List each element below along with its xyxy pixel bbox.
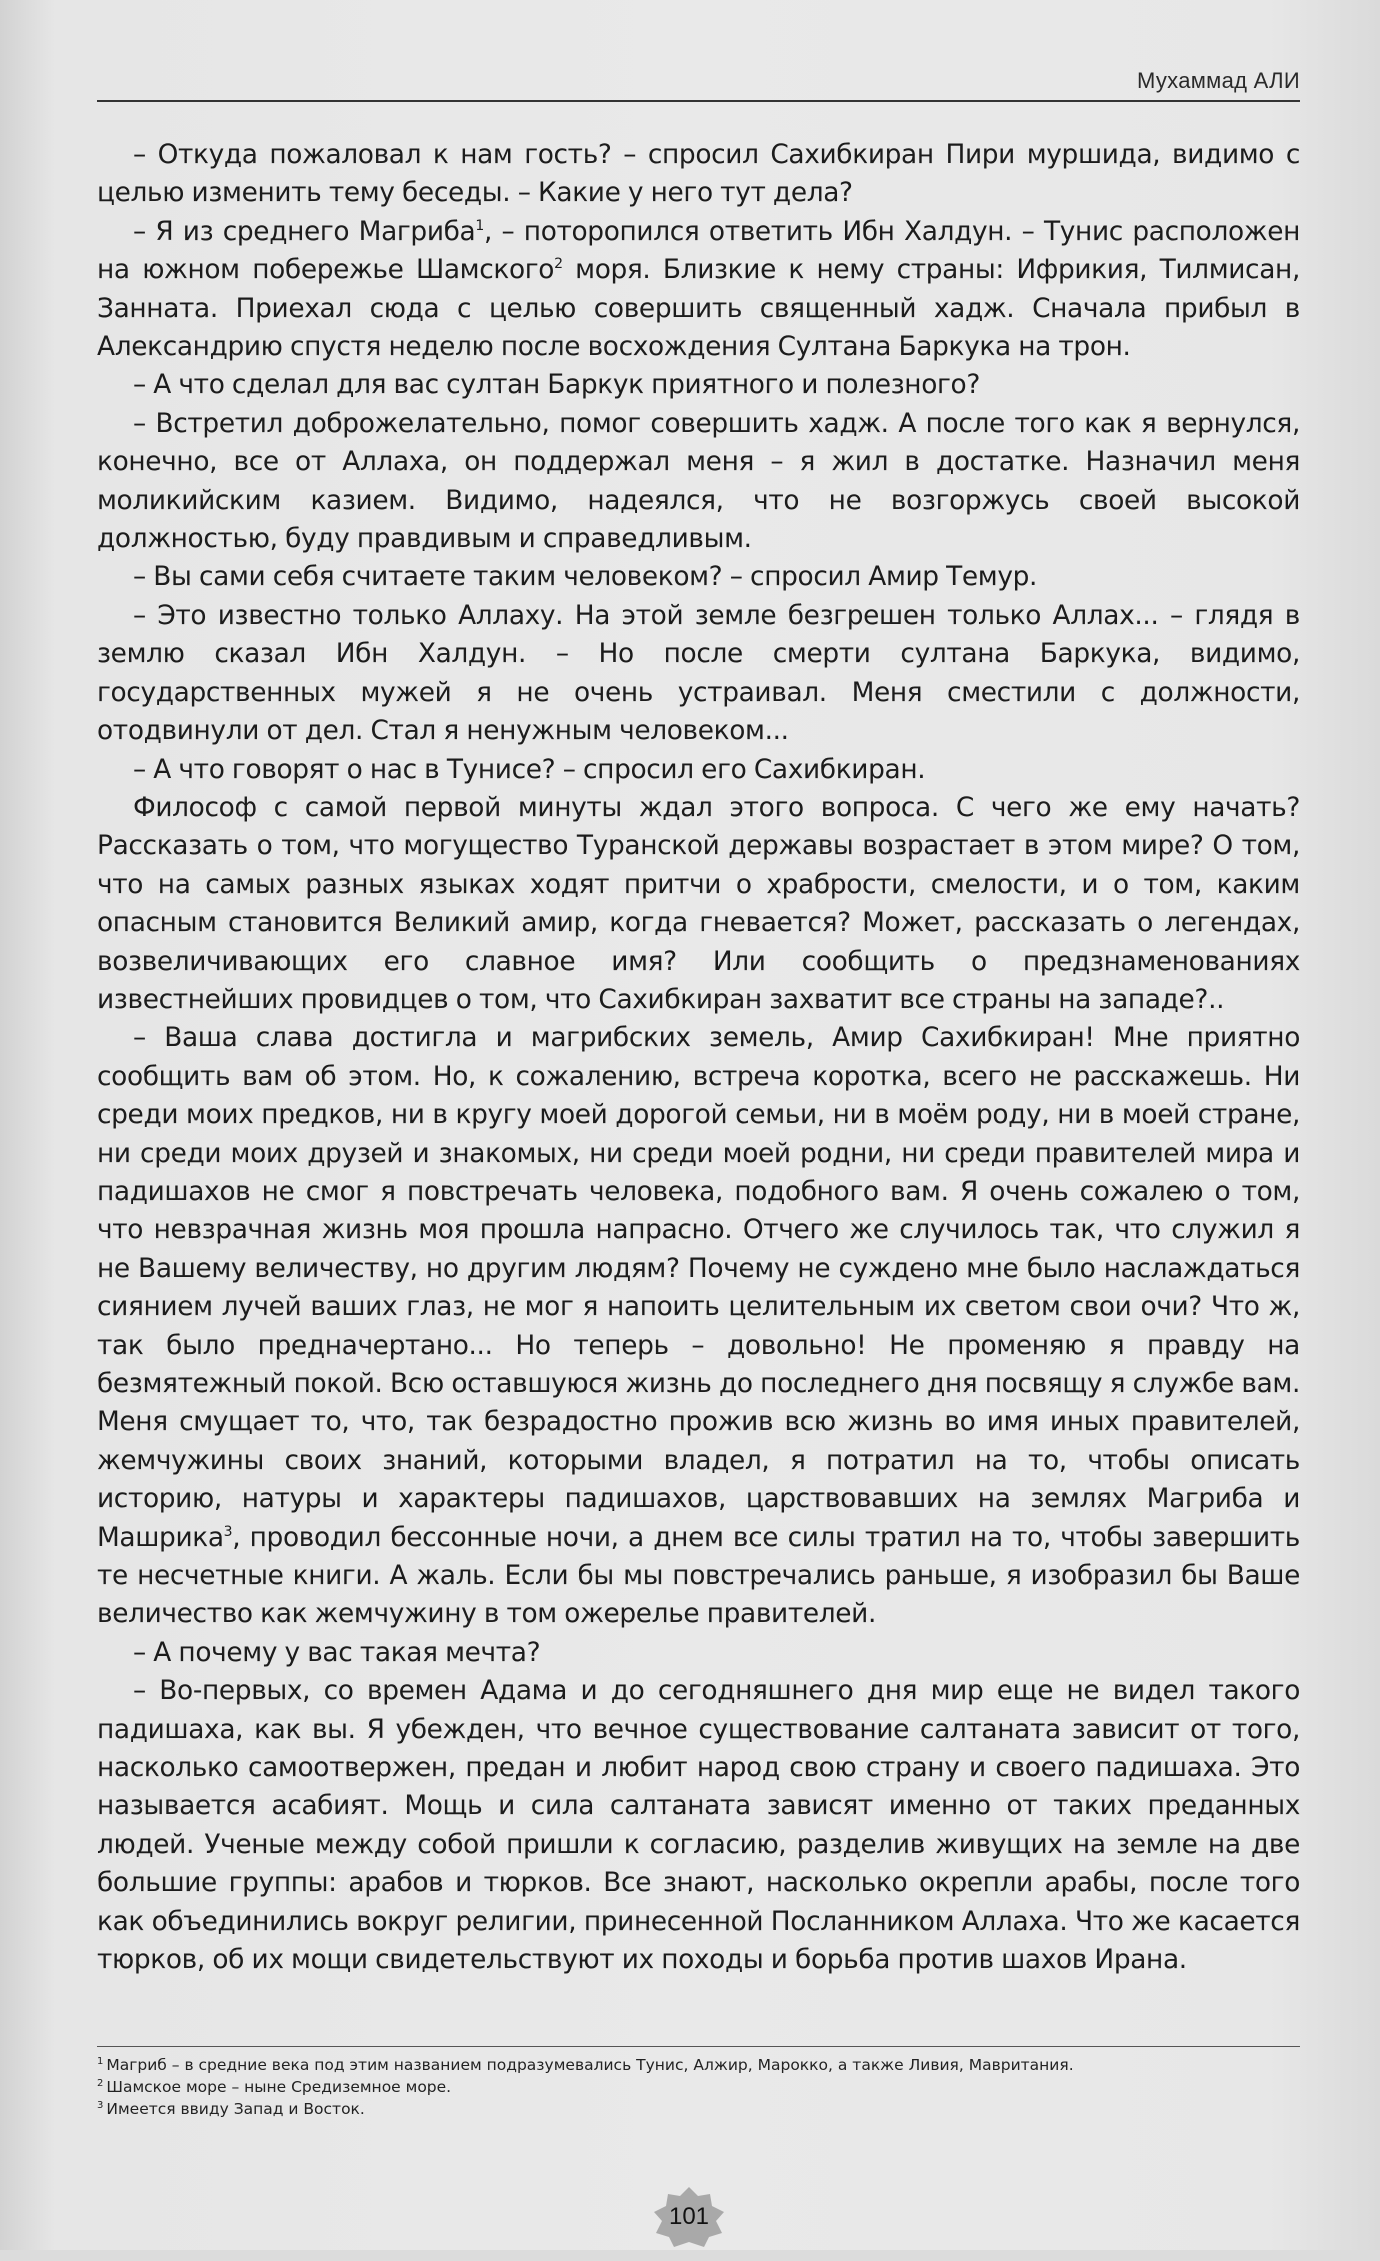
paragraph-text: – А что говорят о нас в Тунисе? – спросил его Сахибкиран.: [133, 753, 926, 785]
footnote-number: 3: [97, 2099, 104, 2111]
footnote-number: 2: [97, 2077, 104, 2089]
body-paragraph: [97, 136, 1300, 213]
paragraph-text: – А почему у вас такая мечта?: [133, 1636, 541, 1668]
paragraph-text: – Встретил доброжелательно, помог совершить хадж. А после того как я вернулся, конечно, все от Аллаха, он поддержал меня – я жил в достатке. Назначил меня моликийским казием. Видимо, надеялся, что не возгоржусь своей высокой должностью, буду правдивым и справедливым.: [97, 407, 1300, 555]
footnote-ref: 3: [223, 1523, 233, 1540]
paragraph-text: – А что сделал для вас султан Баркук приятного и полезного?: [133, 369, 980, 401]
paragraph-text: – Вы сами себя считаете таким человеком? – спросил Амир Темур.: [133, 561, 1038, 593]
body-paragraph: [97, 1634, 1300, 1672]
footnote-ref: 2: [554, 256, 563, 273]
body-paragraph: [97, 1672, 1300, 1979]
footnotes: [97, 2054, 1300, 2120]
paragraph-text: моря. Близкие к нему страны: Ифрикия, Тилмисан, Занната. Приехал сюда с целью совершить священный хадж. Сначала прибыл в Александрию спустя неделю после восхождения Султана Баркука на трон.: [97, 254, 1300, 363]
footnote-ref: 1: [475, 218, 484, 235]
paragraph-text: , – поторопился ответить Ибн Халдун. – Тунис расположен на южном побережье Шамского: [97, 215, 1300, 286]
page-number: 101: [668, 2203, 710, 2230]
body-paragraph: [97, 1019, 1300, 1634]
paragraph-text: – Во-первых, со времен Адама и до сегодняшнего дня мир еще не видел такого падишаха, как вы. Я убежден, что вечное существование салтаната зависит от того, насколько самоотвержен, предан и любит народ свою страну и своего падишаха. Это называется асабият. Мощь и сила салтаната зависят именно от таких преданных людей. Ученые между собой пришли к согласию, разделив живущих на земле на две большие группы: арабов и тюрков. Все знают, насколько окрепли арабы, после того как объединились вокруг религии, принесенной Посланником Аллаха. Что же касается тюрков, об их мощи свидетельствуют их походы и борьба против шахов Ирана.: [97, 1675, 1300, 1976]
footnote-text: Магриб – в средние века под этим названием подразумевались Тунис, Алжир, Марокко, а также Ливия, Мавритания.: [106, 2056, 1074, 2074]
footnote-text: Шамское море – ныне Средиземное море.: [106, 2078, 452, 2096]
body-text: [97, 136, 1300, 1980]
body-paragraph: [97, 558, 1300, 596]
header-rule: [97, 100, 1300, 102]
body-paragraph: [97, 405, 1300, 559]
running-head-author: Мухаммад АЛИ: [1136, 68, 1300, 93]
footnote-separator: [97, 2046, 1300, 2047]
paragraph-text: – Это известно только Аллаху. На этой земле безгрешен только Аллах... – глядя в землю сказал Ибн Халдун. – Но после смерти султана Баркука, видимо, государственных мужей я не очень устраивал. Меня сместили с должности, отодвинули от дел. Стал я ненужным человеком...: [97, 599, 1300, 747]
footnote: [97, 2098, 1300, 2120]
footnote-number: 1: [97, 2055, 104, 2067]
body-paragraph: [97, 366, 1300, 404]
body-paragraph: [97, 597, 1300, 751]
paragraph-text: – Откуда пожаловал к нам гость? – спросил Сахибкиран Пири муршида, видимо с целью изменить тему беседы. – Какие у него тут дела?: [97, 139, 1300, 209]
paragraph-text: – Я из среднего Магриба: [133, 215, 476, 247]
paragraph-text: Философ с самой первой минуты ждал этого вопроса. С чего же ему начать? Рассказать о том, что могущество Туранской державы возрастает в этом мире? О том, что на самых разных языках ходят притчи о храбрости, смелости, и о том, каким опасным становится Великий амир, когда гневается? Может, рассказать о легендах, возвеличивающих его славное имя? Или сообщить о предзнаменованиях известнейших провидцев о том, что Сахибкиран захватит все страны на западе?..: [97, 791, 1300, 1015]
footnote-text: Имеется ввиду Запад и Восток.: [106, 2100, 365, 2118]
paragraph-text: – Ваша слава достигла и магрибских земель, Амир Сахибкиран! Мне приятно сообщить вам об этом. Но, к сожалению, встреча коротка, всего не расскажешь. Ни среди моих предков, ни в кругу моей дорогой семьи, ни в моём роду, ни в моей стране, ни среди моих друзей и знакомых, ни среди моей родни, ни среди правителей мира и падишахов не смог я повстречать человека, подобного вам. Я очень сожалею о том, что невзрачная жизнь моя прошла напрасно. Отчего же случилось так, что служил я не Вашему величеству, но другим людям? Почему не суждено мне было наслаждаться сиянием лучей ваших глаз, не мог я напоить целительным их светом свои очи? Что ж, так было предначертано... Но теперь – довольно! Не променяю я правду на безмятежный покой. Всю оставшуюся жизнь до последнего дня посвящу я службе вам. Меня смущает то, что, так безрадостно прожив всю жизнь во имя иных правителей, жемчужины своих знаний, которыми владел, я потратил на то, чтобы описать историю, натуры и характеры падишахов, царствовавших на землях Магриба и Машрика: [97, 1022, 1300, 1553]
body-paragraph: [97, 789, 1300, 1019]
body-paragraph: [97, 213, 1300, 367]
paragraph-text: , проводил бессонные ночи, а днем все силы тратил на то, чтобы завершить те несчетные книги. А жаль. Если бы мы повстречались раньше, я изобразил бы Ваше величество как жемчужину в том ожерелье правителей.: [97, 1521, 1300, 1630]
body-paragraph: [97, 751, 1300, 789]
footnote: [97, 2054, 1300, 2076]
footnote: [97, 2076, 1300, 2098]
